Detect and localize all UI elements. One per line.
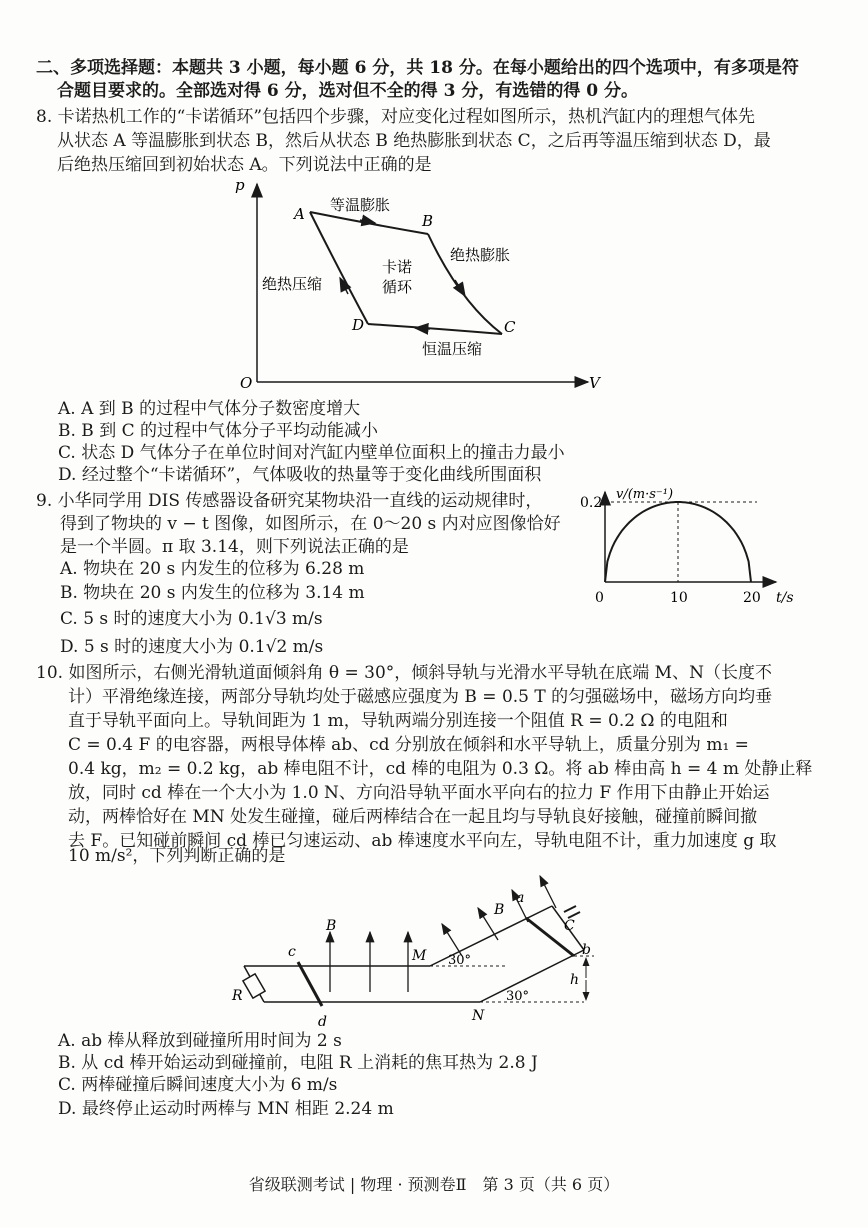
q9-stem-line2: 得到了物块的 v − t 图像，如图所示，在 0～20 s 内对应图像恰好 [60, 514, 561, 534]
vt-chart [578, 482, 863, 612]
x-tick-0: 0 [595, 590, 604, 606]
q9-stem-line3: 是一个半圆。π 取 3.14，则下列说法正确的是 [60, 537, 409, 557]
q10-option-b: B. 从 cd 棒开始运动到碰撞前，电阻 R 上消耗的焦耳热为 2.8 J [58, 1053, 538, 1073]
q10-stem-line1: 10. 如图所示，右侧光滑轨道面倾斜角 θ = 30°，倾斜导轨与光滑水平导轨在底端 M、N（长度不 [36, 663, 772, 683]
curve-ab [310, 212, 428, 234]
q9-option-d: D. 5 s 时的速度大小为 0.1√2 m/s [60, 637, 324, 657]
q10-stem-line5: 0.4 kg，m₂ = 0.2 kg，ab 棒电阻不计，cd 棒的电阻为 0.3 Ω。将 ab 棒由高 h = 4 m 处静止释 [68, 759, 813, 779]
label-d: d [318, 1014, 327, 1030]
q8-option-a: A. A 到 B 的过程中气体分子数密度增大 [58, 399, 361, 419]
label-n: N [472, 1008, 485, 1024]
field-label-b1: B [326, 918, 337, 934]
resistor-label: R [232, 988, 243, 1004]
field-arrow-i1 [442, 924, 462, 956]
angle-label-2: 30° [506, 989, 530, 1004]
point-a-label: A [294, 205, 305, 223]
angle-label-1: 30° [448, 953, 472, 968]
q8-stem-line3: 后绝热压缩回到初始状态 A。下列说法中正确的是 [57, 155, 432, 175]
q10-stem-line2: 计）平滑绝缘连接，两部分导轨均处于磁感应强度为 B = 0.5 T 的匀强磁场中，磁场方向均垂 [68, 687, 773, 707]
page-footer: 省级联测考试 | 物理 · 预测卷Ⅱ 第 3 页（共 6 页） [248, 1175, 620, 1194]
label-m: M [412, 948, 427, 964]
q8-option-c: C. 状态 D 气体分子在单位时间对汽缸内壁单位面积上的撞击力最小 [58, 443, 565, 463]
y-tick-0.2: 0.2 [580, 495, 603, 511]
label-a: a [516, 890, 525, 906]
q9-option-a: A. 物块在 20 s 内发生的位移为 6.28 m [60, 559, 365, 579]
center-label-1: 卡诺 [382, 258, 413, 276]
q9-option-c: C. 5 s 时的速度大小为 0.1√3 m/s [60, 609, 323, 629]
v-axis-label: V [589, 374, 600, 392]
q8-stem-line2: 从状态 A 等温膨胀到状态 B，然后从状态 B 绝热膨胀到状态 C，之后再等温压缩到状态 D，最 [57, 131, 771, 151]
t-axis-title: t/s [776, 590, 794, 606]
x-tick-10: 10 [670, 590, 688, 606]
q10-stem-line7: 动，两棒恰好在 MN 处发生碰撞，碰后两棒结合在一起且均与导轨良好接触，碰撞前瞬间撤 [68, 807, 758, 827]
center-label-2: 循环 [382, 278, 413, 296]
label-isothermal-expansion: 等温膨胀 [330, 196, 391, 214]
q10-option-d: D. 最终停止运动时两棒与 MN 相距 2.24 m [58, 1099, 394, 1119]
point-d-label: D [352, 316, 365, 334]
label-isothermal-compression: 恒温压缩 [422, 340, 483, 358]
q9-stem-line1: 9. 小华同学用 DIS 传感器设备研究某物块沿一直线的运动规律时， [36, 491, 543, 511]
point-c-label: C [504, 318, 516, 336]
q10-option-a: A. ab 棒从释放到碰撞所用时间为 2 s [58, 1031, 342, 1051]
q9-option-b: B. 物块在 20 s 内发生的位移为 3.14 m [60, 583, 365, 603]
section-header-line1: 二、多项选择题：本题共 3 小题，每小题 6 分，共 18 分。在每小题给出的四个选项中，有多项是符 [36, 58, 799, 78]
field-label-b2: B [494, 902, 505, 918]
incline-rail-front [480, 950, 584, 1002]
curve-cd [368, 324, 502, 334]
v-axis-title: v/(m·s⁻¹) [616, 487, 674, 502]
capacitor-label: C [564, 918, 575, 934]
curve-da [310, 212, 368, 324]
field-arrow-i4 [540, 876, 556, 908]
height-label: h [570, 972, 580, 988]
arrow-bc [455, 280, 465, 296]
arrow-cd [415, 328, 430, 329]
label-adiabatic-expansion: 绝热膨胀 [450, 246, 511, 264]
point-b-label: B [422, 212, 434, 230]
carnot-cycle-diagram [230, 172, 610, 394]
capacitor-plate-1 [564, 906, 576, 912]
label-adiabatic-compression: 绝热压缩 [262, 275, 323, 293]
rail-diagram [230, 868, 630, 1032]
label-c: c [288, 944, 296, 960]
rod-cd [298, 962, 322, 1006]
q8-stem-line1: 8. 卡诺热机工作的“卡诺循环”包括四个步骤，对应变化过程如图所示，热机汽缸内的理想气体先 [36, 107, 756, 127]
q10-stem-line4: C = 0.4 F 的电容器，两根导体棒 ab、cd 分别放在倾斜和水平导轨上，质量分别为 m₁ = [68, 735, 749, 755]
q8-option-d: D. 经过整个“卡诺循环”，气体吸收的热量等于变化曲线所围面积 [58, 465, 542, 485]
q10-stem-line6: 放，同时 cd 棒在一个大小为 1.0 N、方向沿导轨平面水平向右的拉力 F 作用下由静止开始运 [68, 783, 770, 803]
q10-stem-line3: 直于导轨平面向上。导轨间距为 1 m，导轨两端分别连接一个阻值 R = 0.2 Ω 的电阻和 [68, 711, 728, 731]
p-axis-label: p [235, 176, 245, 194]
q10-stem-line9: 10 m/s²，下列判断正确的是 [68, 846, 286, 866]
q8-option-b: B. B 到 C 的过程中气体分子平均动能减小 [58, 421, 379, 441]
label-b-point: b [582, 942, 591, 958]
q10-stem-line8: 去 F。已知碰前瞬间 cd 棒已匀速运动、ab 棒速度水平向左，导轨电阻不计，重力加速度 g 取 [68, 831, 777, 851]
section-header-line2: 合题目要求的。全部选对得 6 分，选对但不全的得 3 分，有选错的得 0 分。 [57, 81, 638, 101]
q10-option-c: C. 两棒碰撞后瞬间速度大小为 6 m/s [58, 1075, 338, 1095]
x-tick-20: 20 [743, 590, 761, 606]
resistor [243, 974, 265, 998]
origin-label: O [240, 374, 253, 392]
